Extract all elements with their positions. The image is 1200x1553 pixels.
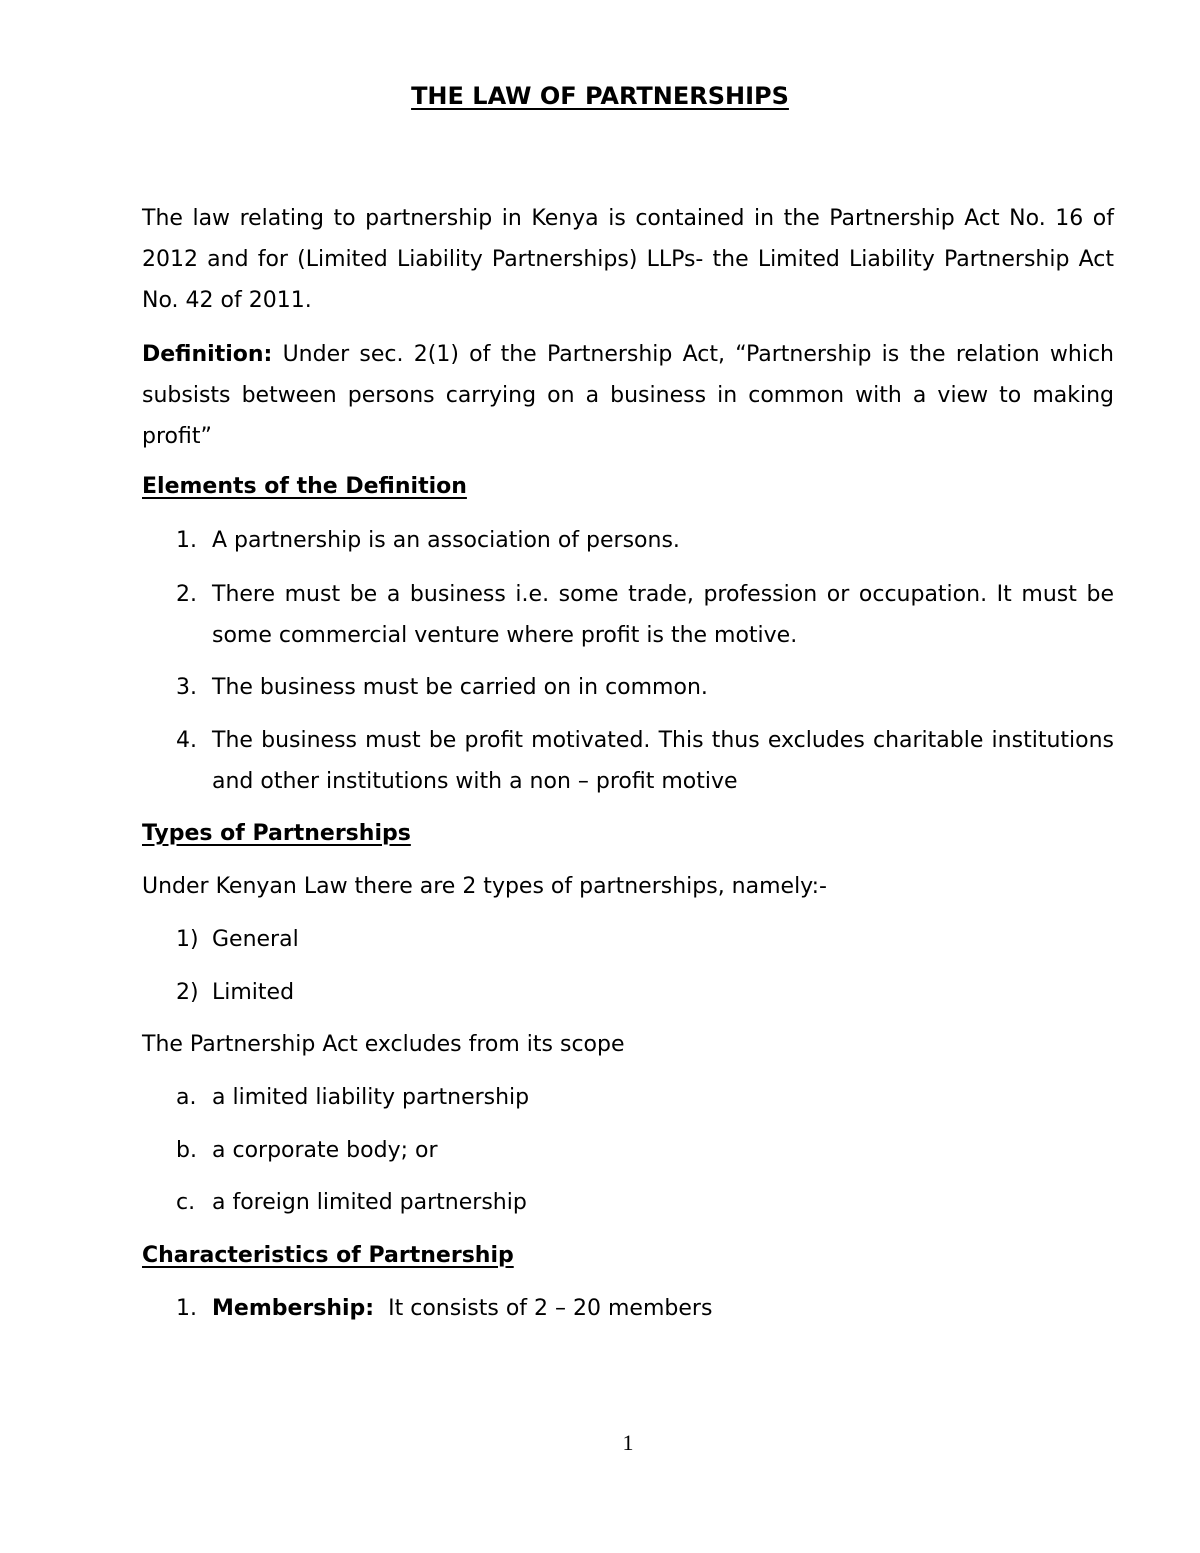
list-marker: a. bbox=[176, 1085, 197, 1110]
intro-paragraph: The law relating to partnership in Kenya is contained in the Partnership Act No. 16 of 2012 and for (Limited Liability Partnerships) LLPs- the Limited Liability Partnership Act No. 42 of 2011. bbox=[142, 206, 1114, 313]
list-item-text: a foreign limited partnership bbox=[212, 1190, 527, 1215]
list-item-text bbox=[212, 1288, 1114, 1329]
definition-label: Definition: bbox=[142, 342, 273, 367]
list-item-text: The business must be carried on in common. bbox=[212, 675, 708, 700]
characteristic-label: Membership: bbox=[212, 1296, 375, 1321]
list-marker: b. bbox=[176, 1138, 197, 1163]
list-item bbox=[142, 972, 1114, 1013]
list-marker: 2. bbox=[176, 582, 197, 607]
list-item bbox=[142, 720, 1114, 802]
list-marker: 3. bbox=[176, 675, 197, 700]
list-item bbox=[142, 919, 1114, 960]
elements-heading: Elements of the Definition bbox=[142, 474, 467, 499]
page-number: 1 bbox=[622, 1430, 634, 1455]
list-item bbox=[142, 574, 1114, 656]
list-item-text: There must be a business i.e. some trade, profession or occupation. It must be some commercial venture where profit is the motive. bbox=[212, 582, 1114, 648]
exclusions-intro: The Partnership Act excludes from its scope bbox=[142, 1032, 625, 1057]
list-item bbox=[142, 667, 1114, 708]
list-item bbox=[142, 1182, 1114, 1223]
list-item bbox=[142, 520, 1114, 561]
list-marker: 1. bbox=[176, 1296, 197, 1321]
types-intro: Under Kenyan Law there are 2 types of partnerships, namely:- bbox=[142, 874, 827, 899]
list-marker: c. bbox=[176, 1190, 196, 1215]
list-marker: 4. bbox=[176, 728, 197, 753]
characteristics-heading: Characteristics of Partnership bbox=[142, 1243, 514, 1268]
list-item bbox=[142, 1077, 1114, 1118]
list-item-text: General bbox=[212, 927, 299, 952]
list-item bbox=[142, 1288, 1114, 1329]
list-item bbox=[142, 1130, 1114, 1171]
types-heading: Types of Partnerships bbox=[142, 821, 411, 846]
list-item-text: The business must be profit motivated. This thus excludes charitable institutions and other institutions with a non – profit motive bbox=[212, 728, 1114, 794]
list-item-text: a corporate body; or bbox=[212, 1138, 438, 1163]
list-item-text: a limited liability partnership bbox=[212, 1085, 530, 1110]
definition-paragraph bbox=[142, 334, 1114, 457]
list-item-text: Limited bbox=[212, 980, 295, 1005]
list-marker: 2) bbox=[176, 980, 199, 1005]
definition-text: Under sec. 2(1) of the Partnership Act, “Partnership is the relation which subsists between persons carrying on a business in common with a view to making profit” bbox=[142, 342, 1114, 449]
characteristic-text: It consists of 2 – 20 members bbox=[388, 1296, 713, 1321]
list-item-text: A partnership is an association of persons. bbox=[212, 528, 680, 553]
list-marker: 1. bbox=[176, 528, 197, 553]
page-title: THE LAW OF PARTNERSHIPS bbox=[411, 82, 789, 110]
list-marker: 1) bbox=[176, 927, 199, 952]
